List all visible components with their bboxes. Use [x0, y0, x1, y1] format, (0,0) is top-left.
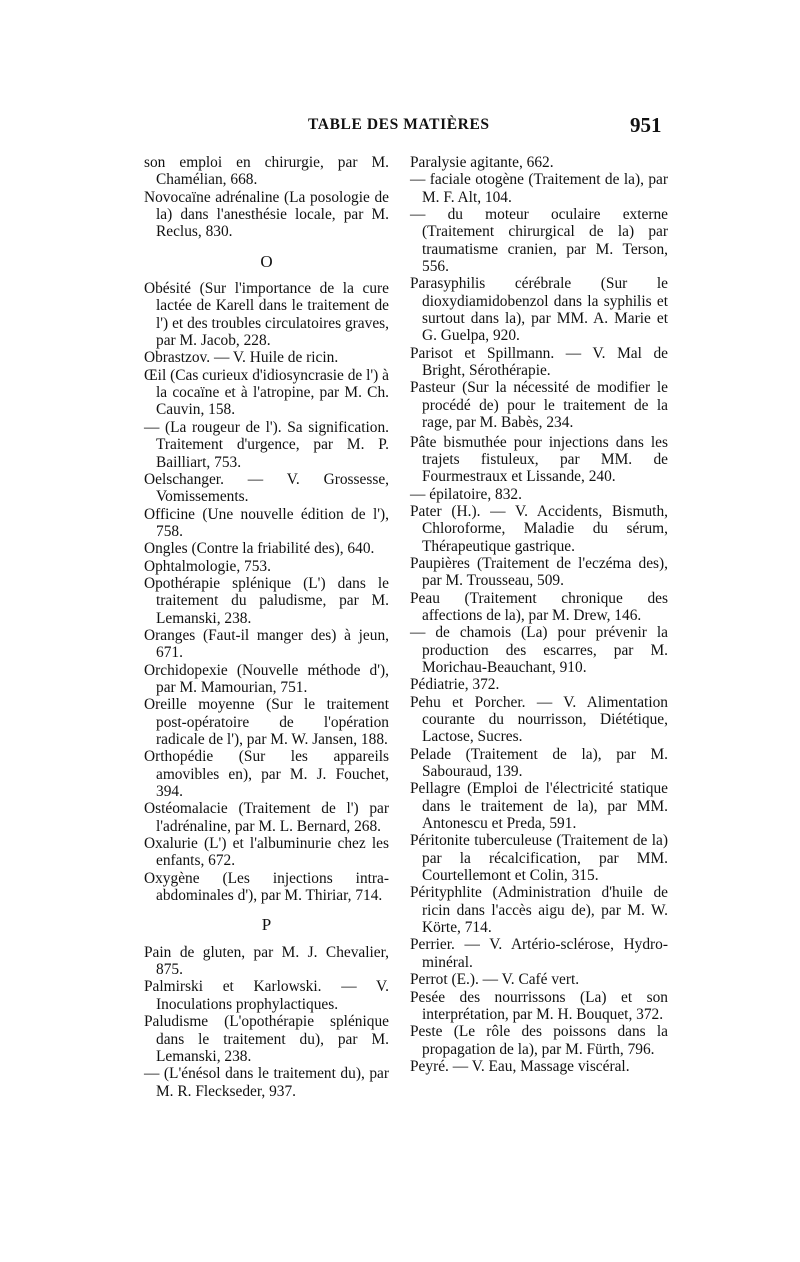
index-entry: — du moteur oculaire externe (Traitement chirurgical de la) par traumatisme cranien, par M. Terson, 556. [410, 206, 668, 276]
right-column [410, 154, 668, 1075]
index-entry: Pédiatrie, 372. [410, 676, 500, 694]
index-entry: Opothérapie splénique (L') dans le traitement du paludisme, par M. Lemanski, 238. [144, 574, 389, 627]
index-entry: Peau (Traitement chronique des affections de la), par M. Drew, 146. [410, 589, 668, 624]
index-entry: Œil (Cas curieux d'idiosyncrasie de l') à la cocaïne et à l'atropine, par M. Ch. Cauvin, 158. [144, 366, 389, 419]
index-entry: Oreille moyenne (Sur le traitement post-opératoire de l'opération radicale de l'), par M. W. Jansen, 188. [144, 696, 389, 748]
index-entry: Novocaïne adrénaline (La posologie de la) dans l'anesthésie locale, par M. Reclus, 830. [144, 188, 389, 241]
index-entry: Pehu et Porcher. — V. Alimentation courante du nourrisson, Diététique, Lactose, Sucres. [410, 693, 668, 746]
index-entry: Pelade (Traitement de la), par M. Sabouraud, 139. [410, 745, 668, 781]
running-title: TABLE DES MATIÈRES [308, 116, 490, 133]
page-number: 951 [630, 113, 662, 137]
index-entry: Ostéomalacie (Traitement de l') par l'adrénaline, par M. L. Bernard, 268. [144, 800, 389, 835]
index-entry: Pérityphlite (Administration d'huile de ricin dans l'accès aigu de), par M. W. Körte, 714. [410, 884, 668, 937]
index-entry: — de chamois (La) pour prévenir la production des escarres, par M. Morichau-Beauchant, 910. [410, 624, 668, 676]
index-entry: son emploi en chirurgie, par M. Chamélian, 668. [144, 154, 389, 189]
index-entry: Paupières (Traitement de l'eczéma des), par M. Trousseau, 509. [410, 554, 668, 590]
index-entry: Pain de gluten, par M. J. Chevalier, 875. [144, 943, 389, 979]
index-entry: Perrier. — V. Artério-sclérose, Hydro-minéral. [410, 936, 668, 971]
index-entry: Ophtalmologie, 753. [144, 557, 271, 575]
index-entry: Obésité (Sur l'importance de la cure lactée de Karell dans le traitement de l') et des troubles circulatoires graves, par M. Jacob, 228. [144, 280, 389, 350]
page-header [0, 113, 800, 140]
index-entry: Parasyphilis cérébrale (Sur le dioxydiamidobenzol dans la syphilis et surtout dans la), par MM. A. Marie et G. Guelpa, 920. [410, 275, 668, 345]
index-entry: Paludisme (L'opothérapie splénique dans le traitement du), par M. Lemanski, 238. [144, 1013, 389, 1065]
index-entry: Pesée des nourrissons (La) et son interprétation, par M. H. Bouquet, 372. [410, 988, 668, 1023]
index-entry: Obrastzov. — V. Huile de ricin. [144, 349, 339, 367]
index-entry: Oxygène (Les injections intra-abdominales d'), par M. Thiriar, 714. [144, 869, 389, 905]
index-entry: Palmirski et Karlowski. — V. Inoculations prophylactiques. [144, 978, 389, 1013]
index-entry: Pâte bismuthée pour injections dans les trajets fistuleux, par MM. de Fourmestraux et Lissande, 240. [410, 433, 668, 486]
index-entry: — (L'énésol dans le traitement du), par M. R. Fleckseder, 937. [144, 1065, 389, 1100]
index-entry: Paralysie agitante, 662. [410, 154, 554, 171]
index-entry: Perrot (E.). — V. Café vert. [410, 971, 580, 989]
index-entry: Oxalurie (L') et l'albuminurie chez les enfants, 672. [144, 835, 389, 870]
section-letter: O [260, 251, 273, 271]
index-entry: Oelschanger. — V. Grossesse, Vomissements. [144, 470, 389, 506]
index-entry: — (La rougeur de l'). Sa signification. Traitement d'urgence, par M. P. Bailliart, 753. [144, 418, 389, 471]
index-entry: Peste (Le rôle des poissons dans la propagation de la), par M. Fürth, 796. [410, 1023, 668, 1058]
index-entry: Pellagre (Emploi de l'électricité statique dans le traitement de la), par MM. Antonescu et Preda, 591. [410, 780, 668, 833]
index-entry: Pater (H.). — V. Accidents, Bismuth, Chloroforme, Maladie du sérum, Thérapeutique gastrique. [410, 502, 668, 555]
left-column [144, 154, 389, 1100]
section-letter: P [261, 915, 272, 935]
index-entry: Parisot et Spillmann. — V. Mal de Bright, Sérothérapie. [410, 344, 668, 380]
index-entry: Officine (Une nouvelle édition de l'), 758. [144, 505, 389, 540]
index-entry: Oranges (Faut-il manger des) à jeun, 671. [144, 626, 389, 662]
index-entry: Orchidopexie (Nouvelle méthode d'), par M. Mamourian, 751. [144, 661, 389, 696]
index-entry: Ongles (Contre la friabilité des), 640. [144, 540, 375, 558]
index-entry: — épilatoire, 832. [410, 485, 522, 503]
index-entry: Péritonite tuberculeuse (Traitement de la) par la récalcification, par MM. Courtellemont et Colin, 315. [410, 832, 668, 885]
index-entry: Pasteur (Sur la nécessité de modifier le procédé de) pour le traitement de la rage, par M. Babès, 234. [410, 379, 668, 432]
index-entry: Orthopédie (Sur les appareils amovibles en), par M. J. Fouchet, 394. [144, 748, 389, 801]
index-entry: Peyré. — V. Eau, Massage viscéral. [410, 1057, 630, 1075]
index-entry: — faciale otogène (Traitement de la), par M. F. Alt, 104. [410, 171, 668, 206]
